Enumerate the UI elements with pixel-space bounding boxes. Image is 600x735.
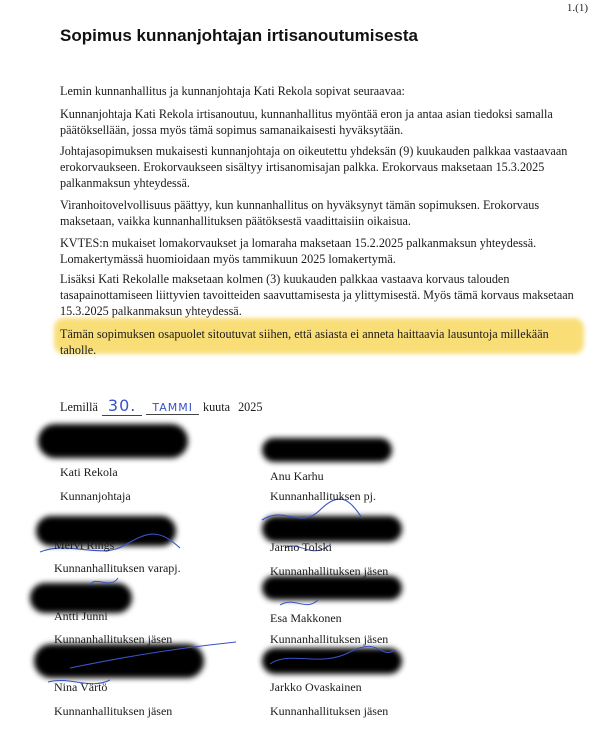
paragraph-bonus: Lisäksi Kati Rekolalle maksetaan kolmen (3) kuukauden palkkaa vastaava korvaus talouden tasapainottamiseen liittyvien tavoitteiden saavuttamisesta ja ylittymisestä. Myös tämä korvaus maksetaan 15.3.2025 palkanmaksun yhteydessä. [60,272,574,318]
signatory-role-7: Kunnanhallituksen jäsen [54,704,173,718]
place-suffix: kuuta [202,400,231,414]
signatory-name-1: Kati Rekola [60,465,118,479]
signatory-role-6: Kunnanhallituksen jäsen [270,632,389,646]
place-prefix: Lemillä [60,400,98,414]
signatory-role-5: Kunnanhallituksen jäsen [54,632,173,646]
handwritten-month: TAMMI [146,401,199,415]
paragraph-duty-end: Viranhoitovelvollisuus päättyy, kun kunnanhallitus on hyväksynyt tämän sopimuksen. Erokorvaus maksetaan, vaikka kunnanhallituksen päätöksestä vaadittaisiin oikaisua. [60,198,540,228]
paragraph-resignation: Kunnanjohtaja Kati Rekola irtisanoutuu, kunnanhallitus myöntää eron ja antaa asian tiedoksi samalla päätöksellään, jossa myös tämä sopimus samanaikaisesti hyväksytään. [60,107,553,137]
signatory-role-3: Kunnanhallituksen varapj. [54,561,181,575]
handwritten-day: 30. [102,396,142,416]
paragraph-holiday-pay: KVTES:n mukaiset lomakorvaukset ja lomaraha maksetaan 15.2.2025 palkanmaksun yhteydessä. Lomakertymässä huomioidaan myös tammikuun 2025 lomakertymä. [60,236,537,266]
signatory-role-2: Kunnanhallituksen pj. [270,489,376,503]
signatory-name-8: Jarkko Ovaskainen [270,680,362,694]
signatory-name-7: Nina Värtö [54,680,108,694]
paragraph-intro: Lemin kunnanhallitus ja kunnanjohtaja Kati Rekola sopivat seuraavaa: [60,84,405,98]
signatory-name-5: Antti Junni [54,609,108,623]
signatory-role-4: Kunnanhallituksen jäsen [270,564,389,578]
paragraph-severance: Johtajasopimuksen mukaisesti kunnanjohtaja on oikeutettu yhdeksän (9) kuukauden palkkaa vastaavaan erokorvaukseen. Erokorvaukseen sisältyy irtisanomisajan palkka. Erokorvaus maksetaan 15.3.2025 palkanmaksun yhteydessä. [60,144,568,190]
signatory-name-2: Anu Karhu [270,469,324,483]
page-number: 1.(1) [566,2,588,14]
paragraph-non-disparagement: Tämän sopimuksen osapuolet sitoutuvat siihen, että asiasta ei anneta haittaavia lausuntoja millekään taholle. [60,327,549,357]
document-title: Sopimus kunnanjohtajan irtisanoutumisesta [60,26,418,45]
signatory-name-4: Jarmo Tolski [270,540,332,554]
signatory-name-3: Mervi Rings [54,538,115,552]
signatory-role-8: Kunnanhallituksen jäsen [270,704,389,718]
place-year: 2025 [238,400,263,414]
signatory-name-6: Esa Makkonen [270,611,342,625]
signatory-role-1: Kunnanjohtaja [60,489,131,503]
